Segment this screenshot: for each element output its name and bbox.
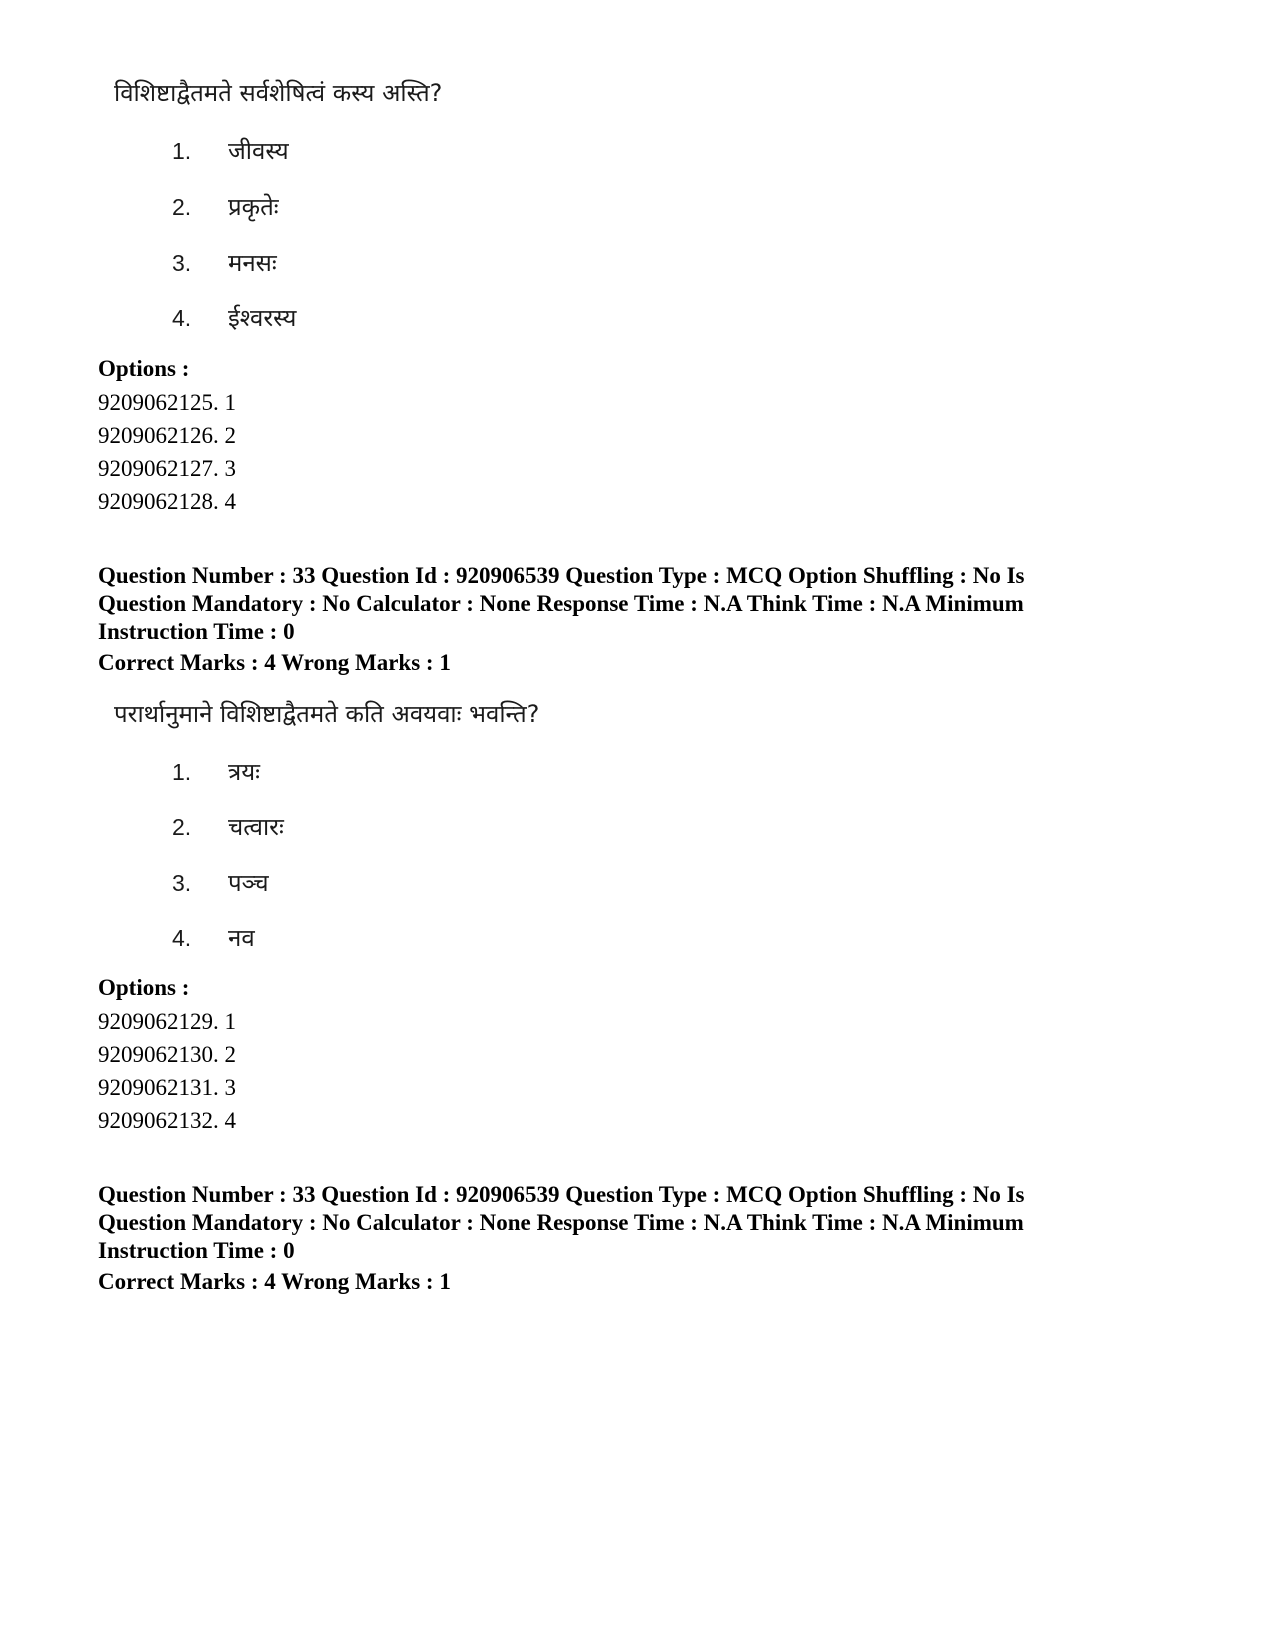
- metadata-line: Question Number : 33 Question Id : 920906539 Question Type : MCQ Option Shuffling : No Is: [98, 1182, 1025, 1207]
- choice-text: चत्वारः: [228, 813, 284, 841]
- question-1-choice-1: [172, 134, 289, 167]
- question-1-choice-2: [172, 190, 279, 223]
- question-metadata: [98, 562, 1108, 646]
- metadata-line: Question Mandatory : No Calculator : None Response Time : N.A Think Time : N.A Minimum: [98, 591, 1024, 616]
- choice-text: नव: [228, 924, 255, 952]
- question-1-prompt: विशिष्टाद्वैतमते सर्वशेषित्वं कस्य अस्ति?: [114, 79, 443, 107]
- question-2-choice-3: [172, 866, 269, 899]
- question-1-choice-3: [172, 246, 277, 279]
- option-id: 9209062128. 4: [98, 489, 236, 514]
- choice-number: 3.: [172, 870, 192, 896]
- question-2-choice-4: [172, 921, 255, 954]
- metadata-line: Question Number : 33 Question Id : 920906539 Question Type : MCQ Option Shuffling : No Is: [98, 563, 1025, 588]
- choice-text: मनसः: [228, 249, 277, 277]
- choice-number: 1.: [172, 759, 192, 785]
- choice-text: जीवस्य: [228, 137, 289, 165]
- marks-line: Correct Marks : 4 Wrong Marks : 1: [98, 1269, 451, 1294]
- choice-text: ईश्वरस्य: [228, 304, 297, 332]
- option-id: 9209062125. 1: [98, 390, 236, 415]
- question-2-prompt: परार्थानुमाने विशिष्टाद्वैतमते कति अवयवाः भवन्ति?: [114, 700, 540, 728]
- options-heading: Options :: [98, 975, 190, 1000]
- choice-number: 3.: [172, 250, 192, 276]
- option-id: 9209062127. 3: [98, 456, 236, 481]
- option-id: 9209062132. 4: [98, 1108, 236, 1133]
- choice-number: 2.: [172, 194, 192, 220]
- choice-number: 4.: [172, 925, 192, 951]
- question-1-choice-4: [172, 301, 296, 334]
- choice-number: 2.: [172, 814, 192, 840]
- option-id: 9209062131. 3: [98, 1075, 236, 1100]
- option-id: 9209062130. 2: [98, 1042, 236, 1067]
- option-id: 9209062129. 1: [98, 1009, 236, 1034]
- choice-text: पञ्च: [228, 869, 269, 897]
- option-id: 9209062126. 2: [98, 423, 236, 448]
- metadata-line: Instruction Time : 0: [98, 1238, 295, 1263]
- question-2-choice-2: [172, 810, 284, 843]
- options-heading: Options :: [98, 356, 190, 381]
- choice-number: 4.: [172, 305, 192, 331]
- choice-text: प्रकृतेः: [228, 193, 279, 221]
- choice-number: 1.: [172, 138, 192, 164]
- metadata-line: Question Mandatory : No Calculator : None Response Time : N.A Think Time : N.A Minimum: [98, 1210, 1024, 1235]
- choice-text: त्रयः: [228, 758, 261, 786]
- metadata-line: Instruction Time : 0: [98, 619, 295, 644]
- question-2-choice-1: [172, 755, 260, 788]
- question-metadata: [98, 1181, 1108, 1265]
- marks-line: Correct Marks : 4 Wrong Marks : 1: [98, 650, 451, 675]
